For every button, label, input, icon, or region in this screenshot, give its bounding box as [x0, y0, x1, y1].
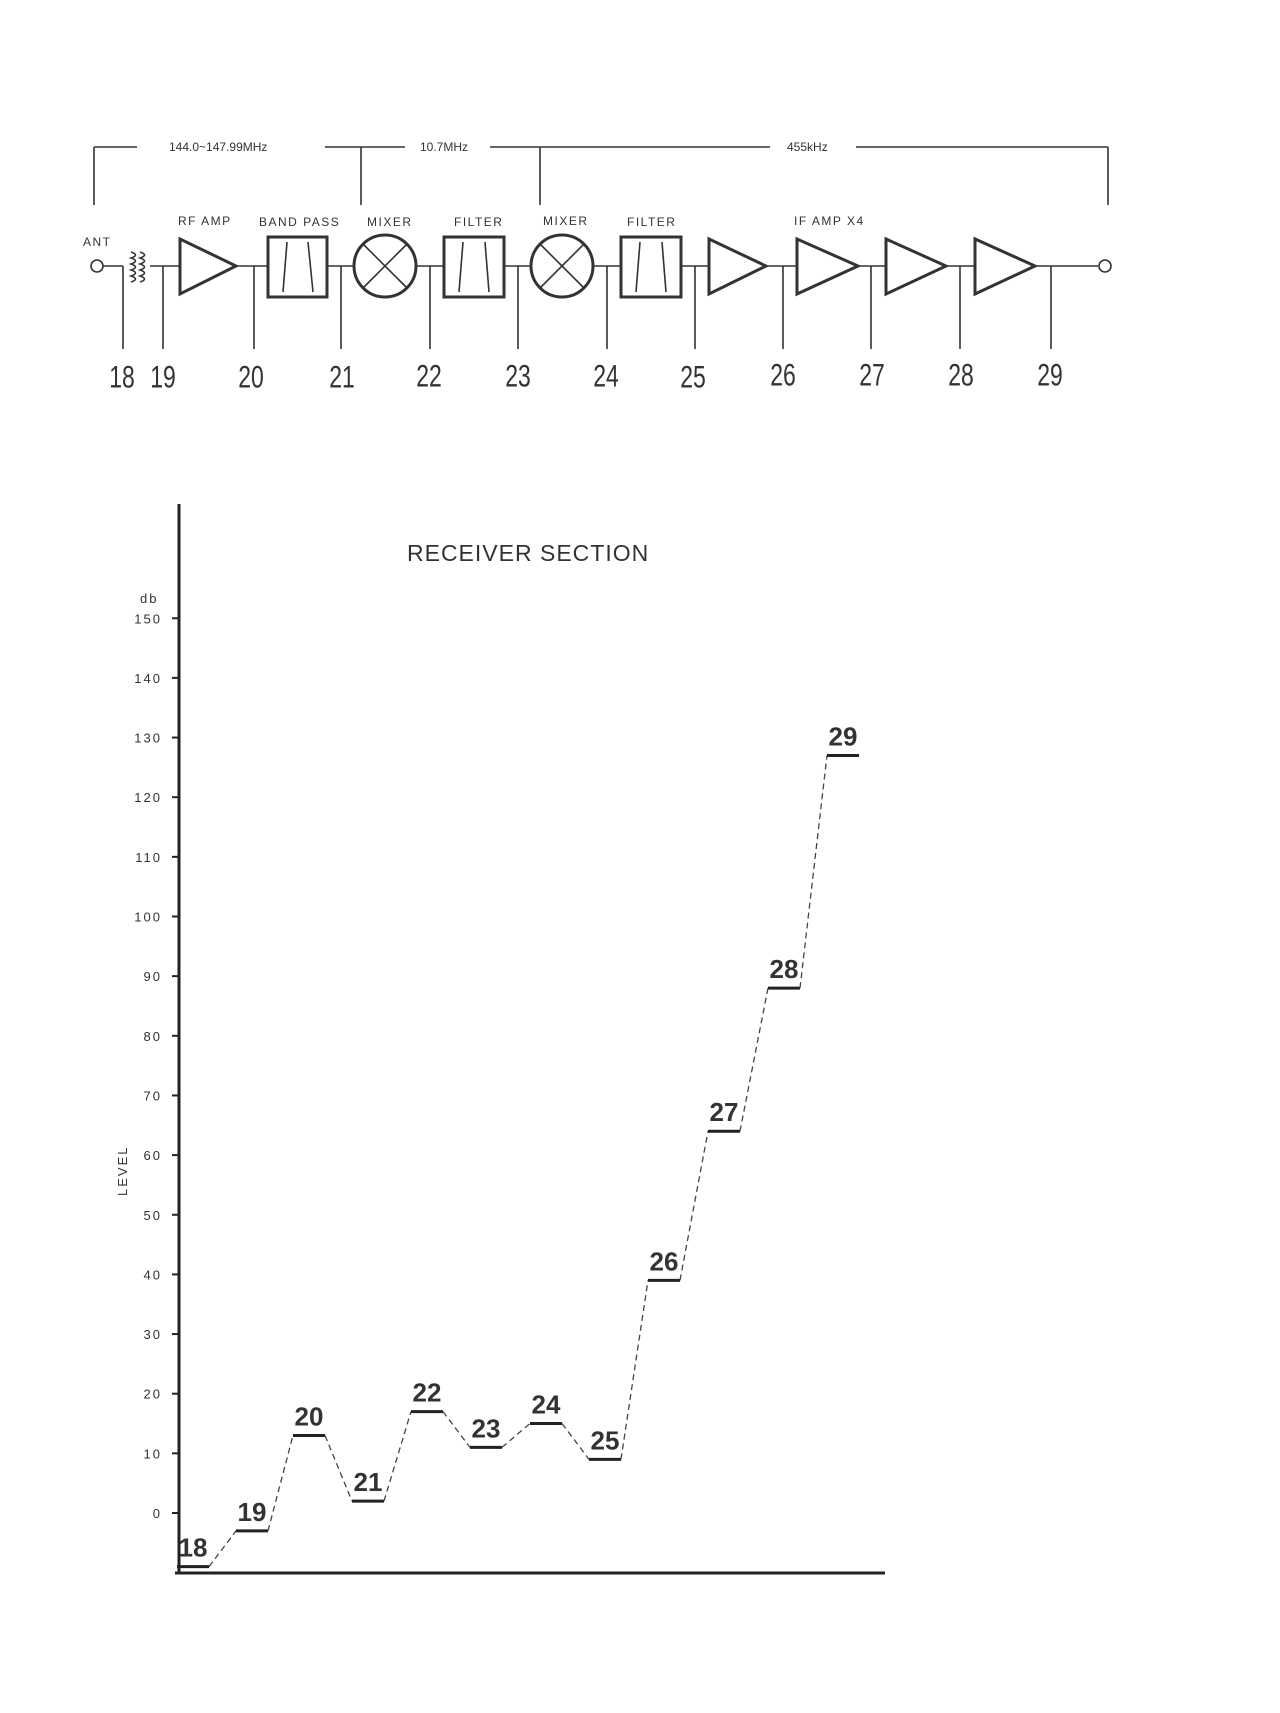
filter-stroke	[283, 242, 287, 292]
y-tick-label: 120	[134, 790, 162, 806]
y-tick-label: 90	[143, 969, 162, 985]
level-label-21: 21	[353, 1467, 383, 1498]
level-label-24: 24	[531, 1389, 561, 1420]
level-connector	[443, 1412, 470, 1448]
level-label-27: 27	[709, 1097, 739, 1128]
signal-chain	[91, 235, 1111, 297]
mixer2-label: MIXER	[543, 214, 589, 228]
node-number-22: 22	[416, 357, 442, 394]
y-tick-label: 10	[143, 1446, 162, 1462]
if-amp4-icon	[975, 239, 1035, 294]
rf-amp-label: RF AMP	[178, 214, 232, 228]
level-label-19: 19	[237, 1496, 267, 1527]
filter-stroke	[459, 242, 463, 292]
band-pass-label: BAND PASS	[259, 215, 341, 229]
node-number-20: 20	[238, 358, 264, 395]
y-tick-label: 130	[134, 730, 162, 746]
y-tick-label: 0	[152, 1506, 162, 1521]
y-tick-label: 20	[143, 1386, 162, 1402]
rf-amp-icon	[180, 239, 236, 294]
level-connector	[562, 1424, 589, 1460]
filter-stroke	[485, 242, 489, 292]
y-tick-label: 140	[134, 670, 162, 686]
if-amp2-icon	[797, 239, 858, 294]
antenna-terminal-icon	[91, 260, 103, 272]
block-labels	[83, 214, 865, 249]
freq-band-if1: 10.7MHz	[420, 140, 469, 154]
freq-band-if2: 455kHz	[787, 140, 828, 154]
if-amp3-icon	[886, 239, 946, 294]
level-connector	[325, 1435, 352, 1501]
freq-band-rf: 144.0~147.99MHz	[169, 140, 268, 154]
filter2-label: FILTER	[627, 215, 677, 229]
level-connector	[621, 1280, 648, 1459]
level-connector	[209, 1531, 236, 1567]
level-label-28: 28	[769, 954, 799, 985]
if-amp1-icon	[709, 239, 766, 294]
coil-icon	[131, 252, 136, 282]
node-number-18: 18	[109, 358, 135, 395]
filter1-icon	[444, 237, 504, 297]
node-number-28: 28	[948, 356, 974, 393]
y-tick-label: 70	[143, 1088, 162, 1104]
node-number-24: 24	[593, 357, 619, 394]
level-label-22: 22	[412, 1377, 442, 1408]
level-label-25: 25	[590, 1425, 620, 1456]
y-tick-label: 150	[134, 611, 162, 627]
y-tick-label: 60	[143, 1148, 162, 1164]
level-connector	[740, 988, 768, 1131]
mixer1-label: MIXER	[367, 215, 413, 229]
y-tick-label: 30	[143, 1327, 162, 1343]
y-unit-label: db	[140, 591, 159, 606]
node-number-29: 29	[1037, 356, 1063, 393]
test-point-numbers	[109, 357, 1063, 394]
level-label-23: 23	[471, 1413, 501, 1444]
level-connector	[800, 755, 827, 988]
filter-stroke	[308, 242, 313, 292]
y-tick-label: 110	[135, 849, 162, 865]
node-number-26: 26	[770, 356, 796, 393]
node-number-27: 27	[859, 356, 885, 393]
if-amp-label: IF AMP X4	[794, 214, 865, 228]
y-tick-label: 80	[143, 1028, 162, 1044]
level-chart	[115, 504, 885, 1574]
band-pass-filter-icon	[268, 237, 327, 297]
level-label-20: 20	[294, 1401, 324, 1432]
filter-stroke	[662, 242, 666, 292]
level-label-18: 18	[178, 1532, 208, 1563]
node-number-25: 25	[680, 358, 706, 395]
node-number-19: 19	[150, 358, 176, 395]
y-ticks	[134, 611, 179, 1521]
level-label-26: 26	[649, 1246, 679, 1277]
chart-title: RECEIVER SECTION	[407, 540, 650, 566]
level-label-29: 29	[828, 721, 858, 752]
y-tick-label: 100	[134, 909, 162, 925]
filter-stroke	[636, 242, 640, 292]
node-number-23: 23	[505, 357, 531, 394]
filter1-label: FILTER	[454, 215, 504, 229]
frequency-brackets	[94, 140, 1108, 205]
y-tick-label: 50	[143, 1207, 162, 1223]
level-connector	[680, 1131, 708, 1280]
level-series	[177, 721, 859, 1566]
test-point-leads	[123, 266, 1051, 349]
y-axis-label: LEVEL	[115, 1145, 130, 1196]
level-connector	[384, 1412, 411, 1501]
level-connector	[268, 1435, 293, 1530]
node-number-21: 21	[329, 358, 355, 395]
y-tick-label: 40	[143, 1267, 162, 1283]
coil-icon	[140, 252, 145, 282]
level-connector	[502, 1424, 530, 1448]
ant-label: ANT	[83, 235, 112, 249]
filter2-icon	[621, 237, 681, 297]
output-terminal-icon	[1099, 260, 1111, 272]
